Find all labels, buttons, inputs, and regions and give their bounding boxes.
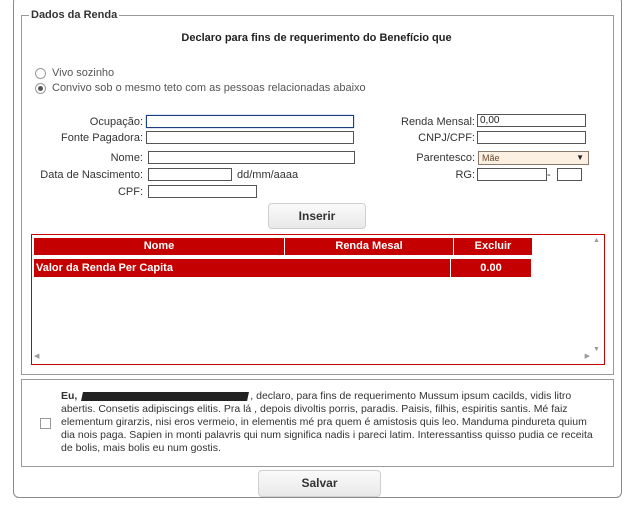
nome-label: Nome: <box>110 152 143 164</box>
ocupacao-input[interactable] <box>146 115 354 128</box>
rg-input[interactable] <box>477 168 547 181</box>
inserir-button[interactable]: Inserir <box>268 203 366 229</box>
radio-convivo[interactable] <box>35 82 366 94</box>
summary-label: Valor da Renda Per Capita <box>34 259 451 277</box>
declaration-prefix: Eu, <box>61 390 78 402</box>
rg-label: RG: <box>455 169 475 181</box>
table-row-summary <box>34 259 531 277</box>
column-header-nome: Nome <box>34 238 285 255</box>
ocupacao-label: Ocupação: <box>89 116 143 128</box>
parentesco-select[interactable] <box>478 151 589 165</box>
parentesco-label: Parentesco: <box>416 152 475 164</box>
vertical-scrollbar[interactable] <box>592 237 602 353</box>
radio-button-checked[interactable] <box>35 83 46 94</box>
renda-heading: Declaro para fins de requerimento do Benefício que <box>181 32 452 44</box>
column-header-renda: Renda Mesal <box>285 238 454 255</box>
radio-vivo-sozinho[interactable] <box>35 67 114 79</box>
salvar-button[interactable]: Salvar <box>258 470 381 497</box>
radio-label: Vivo sozinho <box>52 67 115 79</box>
scroll-up-icon[interactable]: ▲ <box>593 237 600 244</box>
scroll-right-icon[interactable]: ▶ <box>584 353 590 360</box>
nome-input[interactable] <box>148 151 355 164</box>
renda-table <box>31 234 605 365</box>
renda-legend: Dados da Renda <box>31 9 118 21</box>
declaration-text <box>61 390 603 455</box>
declaration-body: , declaro, para fins de requerimento Mussum ipsum cacilds, vidis litro abertis. Consetis adipiscings elitis. Pra lá , depois divoltis porris, paradis. Paisis, filhis, espiritis santis. Mé faiz elementum girarzis, nisi eros vermeio, in elementis mé pra quem é amistosis quis leo. Manduma pindureta quium dia nois paga. Sapien in monti palavris qui num significa nadis i pareci latim. Interessantiss quisso pudia ce receita de bolis, mais bolis eu num gostis. <box>61 390 593 454</box>
fonte-pagadora-label: Fonte Pagadora: <box>61 132 143 144</box>
renda-mensal-label: Renda Mensal: <box>401 116 475 128</box>
radio-label: Convivo sob o mesmo teto com as pessoas relacionadas abaixo <box>52 82 366 94</box>
dropdown-arrow-icon: ▼ <box>576 153 584 162</box>
cpf-label: CPF: <box>117 186 143 198</box>
rg-digit-input[interactable] <box>557 168 582 181</box>
nascimento-label: Data de Nascimento: <box>40 169 143 181</box>
nascimento-hint: dd/mm/aaaa <box>237 169 299 181</box>
table-header <box>34 238 532 255</box>
scroll-down-icon[interactable]: ▼ <box>593 346 600 353</box>
nascimento-input[interactable] <box>148 168 232 181</box>
column-header-excluir: Excluir <box>454 238 532 255</box>
rg-separator: - <box>547 169 551 181</box>
summary-value: 0.00 <box>451 259 531 277</box>
horizontal-scrollbar[interactable] <box>34 352 590 362</box>
radio-button[interactable] <box>35 68 46 79</box>
renda-mensal-input[interactable]: 0,00 <box>477 114 586 127</box>
cnpj-cpf-label: CNPJ/CPF: <box>418 132 475 144</box>
fonte-pagadora-input[interactable] <box>146 131 354 144</box>
declaration-checkbox[interactable] <box>40 418 51 429</box>
cpf-input[interactable] <box>148 185 257 198</box>
scroll-left-icon[interactable]: ◀ <box>34 353 40 360</box>
redacted-name <box>81 392 249 401</box>
parentesco-value: Mãe <box>482 153 500 163</box>
cnpj-cpf-input[interactable] <box>477 131 586 144</box>
